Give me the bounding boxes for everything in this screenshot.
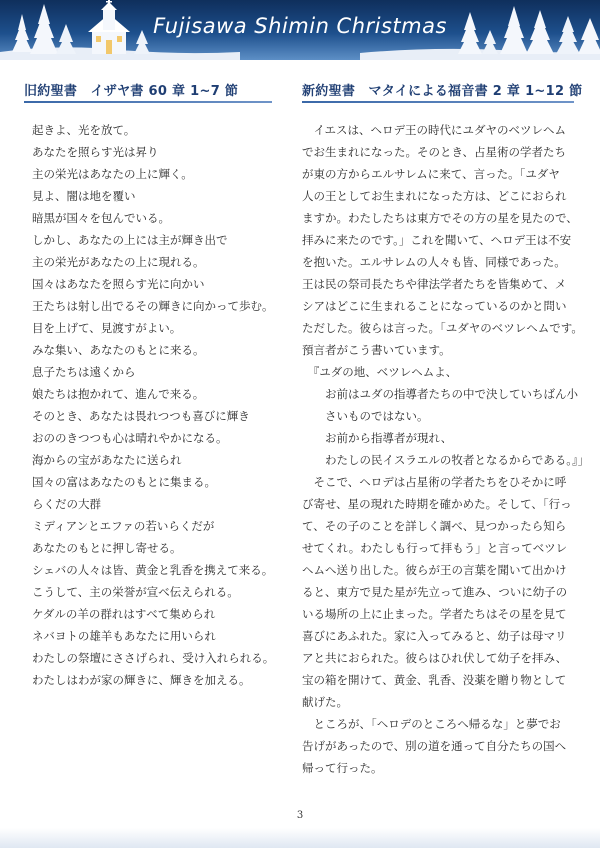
scripture-line: そこで、ヘロデは占星術の学者たちをひそかに呼 xyxy=(302,475,567,489)
scripture-line: ケダルの羊の群れはすべて集められ xyxy=(32,607,216,621)
scripture-line: みな集い、あなたのもとに来る。 xyxy=(32,343,205,357)
old-testament-divider xyxy=(24,101,272,103)
scripture-line: 献げた。 xyxy=(302,695,348,709)
scripture-line: 国々はあなたを照らす光に向かい xyxy=(32,277,205,291)
scripture-line: シアはどこに生まれることになっているのかと問い xyxy=(302,299,567,313)
scripture-line: を抱いた。エルサレムの人々も皆、同様であった。 xyxy=(302,255,566,269)
pine-tree-icon xyxy=(526,10,554,54)
pine-tree-icon xyxy=(30,4,58,54)
scripture-line: て、その子のことを詳しく調べ、見つかったら知ら xyxy=(302,519,567,533)
scripture-line: ミディアンとエファの若いらくだが xyxy=(32,519,215,533)
scripture-line: いる場所の上に止まった。学者たちはその星を見て xyxy=(302,607,567,621)
new-testament-heading: 新約聖書 マタイによる福音書 2 章 1~12 節 xyxy=(302,84,583,99)
pine-tree-icon xyxy=(500,6,528,54)
pine-tree-icon xyxy=(458,12,482,54)
scripture-line: 人の王としてお生まれになった方は、どこにおられ xyxy=(302,189,567,203)
scripture-line: 告げがあったので、別の道を通って自分たちの国へ xyxy=(302,739,567,753)
scripture-line: せてくれ。わたしも行って拝もう」と言ってベツレ xyxy=(302,541,568,555)
scripture-line: 喜びにあふれた。家に入ってみると、幼子は母マリ xyxy=(302,629,567,643)
new-testament-passage xyxy=(302,119,590,779)
scripture-line: 主の栄光があなたの上に現れる。 xyxy=(32,255,205,269)
page-number: 3 xyxy=(296,810,304,821)
pine-tree-icon xyxy=(12,14,32,52)
scripture-line: 拝みに来たのです。」これを聞いて、ヘロデ王は不安 xyxy=(302,233,572,247)
scripture-line: 帰って行った。 xyxy=(302,761,383,775)
pine-tree-icon xyxy=(134,30,150,54)
old-testament-passage xyxy=(32,119,282,691)
pine-tree-icon xyxy=(482,30,498,54)
scripture-line: 娘たちは抱かれて、進んで来る。 xyxy=(32,387,205,401)
pine-tree-icon xyxy=(556,16,580,54)
scripture-line: 見よ、闇は地を覆い xyxy=(32,189,136,203)
scripture-line: 国々の富はあなたのもとに集まる。 xyxy=(32,475,216,489)
scripture-line: ただした。彼らは言った。「ユダヤのベツレヘムです。 xyxy=(302,321,583,335)
pine-tree-icon xyxy=(56,24,76,54)
church-icon xyxy=(88,0,130,54)
scripture-line: シェバの人々は皆、黄金と乳香を携えて来る。 xyxy=(32,563,274,577)
scripture-line: 宝の箱を開けて、黄金、乳香、没薬を贈り物として xyxy=(302,673,567,687)
scripture-line: しかし、あなたの上には主が輝き出で xyxy=(32,233,228,247)
scripture-line: 王は民の祭司長たちや律法学者たちを皆集めて、メ xyxy=(302,277,567,291)
scripture-line: わたしの祭壇にささげられ、受け入れられる。 xyxy=(32,651,275,665)
scripture-line: あなたのもとに押し寄せる。 xyxy=(32,541,182,555)
scripture-line: 目を上げて、見渡すがよい。 xyxy=(32,321,182,335)
new-testament-divider xyxy=(302,101,574,103)
header-title: Fujisawa Shimin Christmas xyxy=(153,14,447,38)
scripture-line: 主の栄光はあなたの上に輝く。 xyxy=(32,167,193,181)
scripture-line: ネバヨトの雄羊もあなたに用いられ xyxy=(32,629,216,643)
scripture-line: イエスは、ヘロデ王の時代にユダヤのベツレヘム xyxy=(302,123,567,137)
scripture-line: ヘムへ送り出した。彼らが王の言葉を聞いて出かけ xyxy=(302,563,567,577)
scripture-line: あなたを照らす光は昇り xyxy=(32,145,159,159)
scripture-line: らくだの大群 xyxy=(32,497,101,511)
scripture-line: が東の方からエルサレムに来て、言った。「ユダヤ xyxy=(302,167,560,181)
scripture-line: おののきつつも心は晴れやかになる。 xyxy=(32,431,228,445)
scripture-line: び寄せ、星の現れた時期を確かめた。そして、「行っ xyxy=(302,497,572,511)
scripture-line: アと共におられた。彼らはひれ伏して幼子を拝み、 xyxy=(302,651,568,665)
scripture-line: 海からの宝があなたに送られ xyxy=(32,453,182,467)
scripture-line: わたしの民イスラエルの牧者となるからである。』」 xyxy=(302,453,590,467)
scripture-line: お前はユダの指導者たちの中で決していちばん小 xyxy=(302,387,578,401)
bottom-decoration xyxy=(0,828,600,848)
pine-tree-icon xyxy=(578,18,600,54)
scripture-line: 『ユダの地、ベツレヘムよ、 xyxy=(302,365,458,379)
scripture-line: ますか。わたしたちは東方でその方の星を見たので、 xyxy=(302,211,578,225)
scripture-line: 暗黒が国々を包んでいる。 xyxy=(32,211,170,225)
old-testament-heading: 旧約聖書 イザヤ書 60 章 1~7 節 xyxy=(24,84,239,99)
scripture-line: そのとき、あなたは畏れつつも喜びに輝き xyxy=(32,409,250,423)
scripture-line: でお生まれになった。そのとき、占星術の学者たち xyxy=(302,145,567,159)
scripture-line: ところが、「ヘロデのところへ帰るな」と夢でお xyxy=(302,717,561,731)
header-banner xyxy=(0,0,600,60)
scripture-line: 王たちは射し出でるその輝きに向かって歩む。 xyxy=(32,299,274,313)
scripture-line: こうして、主の栄誉が宣べ伝えられる。 xyxy=(32,585,239,599)
scripture-line: わたしはわが家の輝きに、輝きを加える。 xyxy=(32,673,251,687)
scripture-line: 息子たちは遠くから xyxy=(32,365,136,379)
scripture-line: さいものではない。 xyxy=(302,409,429,423)
scripture-line: お前から指導者が現れ、 xyxy=(302,431,453,445)
scripture-line: ると、東方で見た星が先立って進み、ついに幼子の xyxy=(302,585,568,599)
scripture-line: 起きよ、光を放て。 xyxy=(32,123,136,137)
scripture-line: 預言者がこう書いています。 xyxy=(302,343,451,357)
